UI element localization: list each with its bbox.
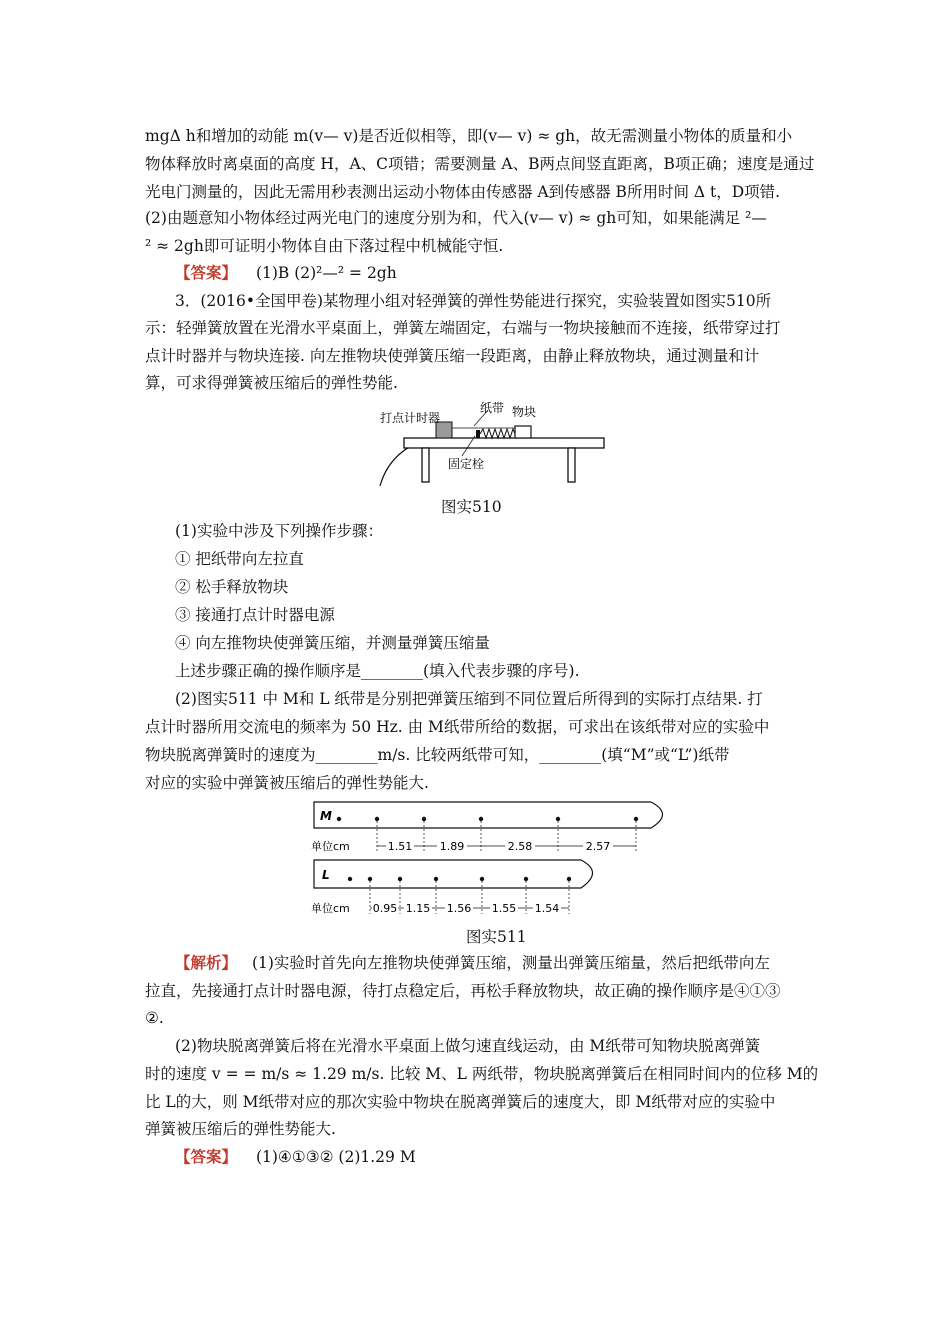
analysis-text: (1)实验时首先向左推物块使弹簧压缩，测量出弹簧压缩量，然后把纸带向左: [251, 954, 770, 972]
label-block: 物块: [512, 405, 537, 419]
text-line: 上述步骤正确的操作顺序是________(填入代表步骤的序号).: [175, 662, 580, 680]
tape-m-dot: [337, 817, 341, 821]
tape-m-dot: [479, 817, 483, 821]
spring-apparatus-figure: [370, 398, 610, 490]
text-line: ②.: [145, 1009, 164, 1027]
analysis-line: [175, 953, 770, 973]
tape-m-gap: 2.57: [585, 840, 611, 853]
fixed-peg: [476, 430, 480, 438]
text-line: (1)实验中涉及下列操作步骤：: [175, 522, 383, 540]
text-line: (2)物块脱离弹簧后将在光滑水平桌面上做匀速直线运动，由 M纸带可知物块脱离弹簧: [175, 1037, 761, 1055]
label-timer: 打点计时器: [380, 411, 441, 425]
question-line: 算，可求得弹簧被压缩后的弹性势能.: [145, 374, 398, 392]
tape-l-label: L: [322, 868, 330, 882]
table-leg-left: [422, 448, 429, 482]
spring: [480, 429, 515, 438]
tape-m-gap: 1.51: [387, 840, 413, 853]
tape-l-unit: 单位cm: [311, 902, 350, 915]
tape-m-dot: [634, 817, 638, 821]
table-leg-right: [568, 448, 575, 482]
text-line: 物体释放时离桌面的高度 H，A、C项错；需要测量 A、B两点间竖直距离，B项正确；速度是通过: [145, 155, 815, 173]
text-line: 弹簧被压缩后的弹性势能大.: [145, 1120, 336, 1138]
question-line: 点计时器并与物块连接. 向左推物块使弹簧压缩一段距离，由静止释放物块，通过测量和计: [145, 347, 760, 365]
tape-m-dot: [422, 817, 426, 821]
tape-m-dot: [556, 817, 560, 821]
tape-m-gap: 1.89: [439, 840, 465, 853]
text-line: 时的速度 v = = m/s ≈ 1.29 m/s. 比较 M、L 两纸带，物块脱离弹簧后在相同时间内的位移 M的: [145, 1065, 819, 1083]
text-line: mgΔ h和增加的动能 m(v— v)是否近似相等，即(v— v) ≈ gh，故无需测量小物体的质量和小: [145, 127, 793, 145]
tape-l-dot: [398, 877, 402, 881]
question-line: 3．(2016•全国甲卷)某物理小组对轻弹簧的弹性势能进行探究，实验装置如图实510所: [175, 292, 772, 310]
text-line: 物块脱离弹簧时的速度为________m/s. 比较两纸带可知，________(填“M”或“L”)纸带: [145, 746, 730, 764]
tape-l-gap: 1.15: [405, 902, 431, 915]
text-line: (2)由题意知小物体经过两光电门的速度分别为和，代入(v— v) ≈ gh可知，如果能满足 ²—: [145, 209, 767, 227]
tape-l-dot: [480, 877, 484, 881]
paper-tapes-figure: [306, 800, 676, 920]
text-line: ² ≈ 2gh即可证明小物体自由下落过程中机械能守恒.: [145, 237, 504, 255]
tape-l: [314, 860, 593, 888]
tape-l-dot: [434, 877, 438, 881]
tape-l-gap: 1.56: [446, 902, 472, 915]
tape-l-dot: [368, 877, 372, 881]
text-line: 光电门测量的，因此无需用秒表测出运动小物体由传感器 A到传感器 B所用时间 Δ t，D项错.: [145, 183, 781, 201]
step-item: ④ 向左推物块使弹簧压缩，并测量弹簧压缩量: [175, 634, 490, 652]
answer-tag: 【答案】: [175, 263, 238, 282]
figure-caption: 图实510: [441, 498, 502, 516]
tape-m-gap: 2.58: [507, 840, 533, 853]
answer-text: (1)B (2)²—² = 2gh: [255, 264, 397, 282]
step-item: ① 把纸带向左拉直: [175, 550, 304, 568]
label-tape: 纸带: [480, 401, 505, 415]
tape-l-dot: [524, 877, 528, 881]
step-item: ② 松手释放物块: [175, 578, 289, 596]
tape-m-dot: [375, 817, 379, 821]
answer-tag: 【答案】: [175, 1147, 238, 1166]
answer-text: (1)④①③② (2)1.29 M: [255, 1148, 416, 1166]
tape-l-gap: 0.95: [372, 902, 398, 915]
text-line: (2)图实511 中 M和 L 纸带是分别把弹簧压缩到不同位置后所得到的实际打点结果. 打: [175, 690, 763, 708]
step-item: ③ 接通打点计时器电源: [175, 606, 335, 624]
answer-line: [175, 1147, 416, 1167]
text-line: 比 L的大，则 M纸带对应的那次实验中物块在脱离弹簧后的速度大，即 M纸带对应的实验中: [145, 1093, 776, 1111]
tape-l-dot: [348, 877, 352, 881]
tape-l-gap: 1.55: [491, 902, 517, 915]
tape-l-dot: [567, 877, 571, 881]
block: [515, 426, 531, 438]
tape-l-gap: 1.54: [534, 902, 560, 915]
answer-line: [175, 263, 397, 283]
tape-m: [314, 802, 663, 828]
tape-m-unit: 单位cm: [311, 840, 350, 853]
text-line: 拉直，先接通打点计时器电源，待打点稳定后，再松手释放物块，故正确的操作顺序是④①③: [145, 982, 781, 1000]
question-line: 示：轻弹簧放置在光滑水平桌面上，弹簧左端固定，右端与一物块接触而不连接，纸带穿过打: [145, 319, 781, 337]
tape-m-label: M: [320, 809, 332, 823]
figure-caption: 图实511: [466, 928, 527, 946]
text-line: 对应的实验中弹簧被压缩后的弹性势能大.: [145, 774, 429, 792]
label-peg: 固定栓: [448, 457, 485, 471]
text-line: 点计时器所用交流电的频率为 50 Hz. 由 M纸带所给的数据，可求出在该纸带对应的实验中: [145, 718, 770, 736]
analysis-tag: 【解析】: [175, 953, 238, 972]
